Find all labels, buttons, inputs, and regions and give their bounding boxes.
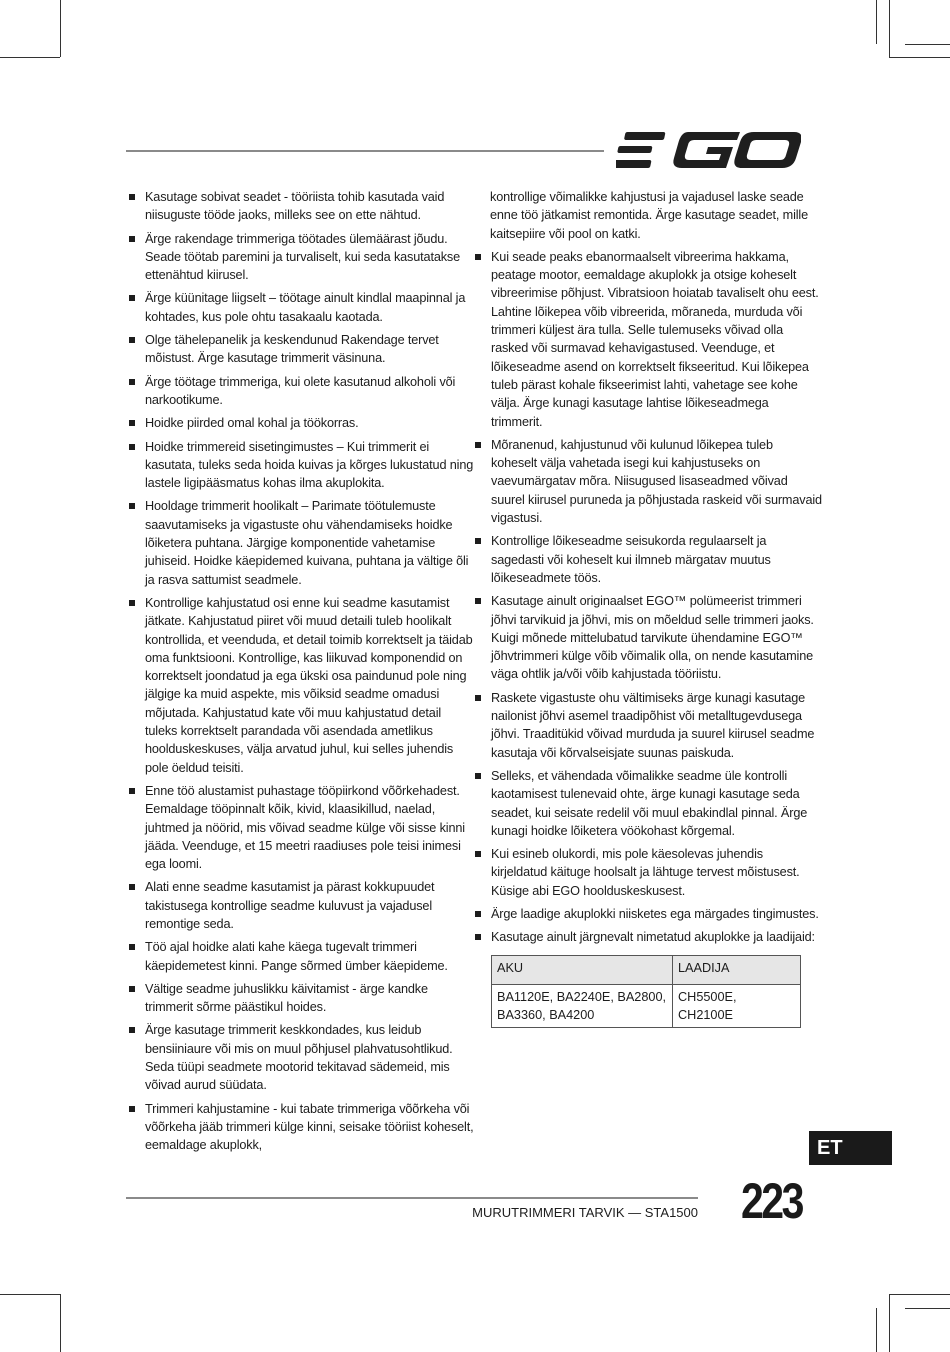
list-item-text: Kontrollige lõikeseadme seisukorda regulaarselt ja sagedasti või koheselt kui ilmneb märgatav muutus lõikeseadmete töös. xyxy=(491,534,771,585)
list-item xyxy=(126,594,476,777)
bullet-square-icon xyxy=(129,884,135,890)
list-item xyxy=(126,878,476,933)
list-item-text: Hooldage trimmerit hoolikalt – Parimate töötulemuste saavutamiseks ja vigastuste ohu vähendamiseks hoidke lõiketera puhtana. Järgige komponentide vahetamise juhiseid. Hoidke käepidemed kuivana, puhtana ja vältige õli ja rasva sattumist seadmele. xyxy=(145,499,469,587)
header-rule xyxy=(126,150,604,152)
list-item-text: Olge tähelepanelik ja keskendunud Rakendage tervet mõistust. Ärge kasutage trimmerit väsinuna. xyxy=(145,333,439,366)
list-item-text: Mõranenud, kahjustunud või kulunud lõikepea tuleb koheselt välja vahetada isegi kui kahjustuseks on vaevumärgatav mõra. Niisugused lisaseadmed võivad suurel kiirusel puruneda ja põhjustada raskeid või surmavaid vigastusi. xyxy=(491,437,822,526)
table-row xyxy=(492,984,801,1027)
list-item xyxy=(126,1021,476,1094)
list-item-text: Selleks, et vähendada võimalikke seadme üle kontrolli kaotamisest tulenevaid ohte, ärge kunagi kasutage seda seadet, kui seisate redelil või muul ebakindlal pinnal. Ärge kunagi hoidke lõiketera vöökohast kõrgemal. xyxy=(491,768,808,838)
list-item xyxy=(126,438,476,493)
bullet-square-icon xyxy=(129,1027,135,1033)
list-item-text: Kasutage ainult originaalset EGO™ polümeerist trimmeri jõhvi tarvikuid ja jõhvi, mis on mõeldud selle trimmeri jaoks. Kuigi mõnede mittelubatud tarvikute ühendamine EGO™ jõhvtrimmeri külge võib võimalik olla, on nende kasutamine väga ohtlik ja/või võib kahjustada tööriistu. xyxy=(491,594,814,682)
bullet-square-icon xyxy=(129,420,135,426)
table-cell: CH5500E, CH2100E xyxy=(673,984,801,1027)
bullet-square-icon xyxy=(475,442,481,448)
bullet-square-icon xyxy=(475,598,481,604)
ego-logo xyxy=(616,130,801,170)
bullet-square-icon xyxy=(475,773,481,779)
list-item xyxy=(126,1100,476,1155)
list-item-text: Kontrollige kahjustatud osi enne kui seadme kasutamist jätkate. Kahjustatud piiret või muud detaili tuleb hoolikalt kontrollida, et veenduda, et detail toimib korrektselt ja täidab oma funktsiooni. Kontrollige, kas liikuvad komponendid on korrektselt joondatud ja ega ükski osa paindunud pole ning jälgige ka muid aspekte, mis võiksid seadme omadusi mõjutada. Kahjustatud kate või muu kahjustatud detail tuleks korrektselt parandada või asendada ametlikus hoolduskeskuses, välja arvatud juhul, kui selles juhendis pole öeldud teisiti. xyxy=(145,595,473,775)
crop-mark xyxy=(889,1294,890,1352)
language-tab: ET xyxy=(809,1131,892,1165)
list-item xyxy=(472,845,822,900)
bullet-square-icon xyxy=(129,503,135,509)
list-item-text: kontrollige võimalikke kahjustusi ja vajadusel laske seade enne töö jätkamist remontida. Ärge kasutage seadet, mille kaitsepiire või pool on katki. xyxy=(490,190,808,241)
bullet-square-icon xyxy=(129,788,135,794)
table-cell: BA1120E, BA2240E, BA2800, BA3360, BA4200 xyxy=(492,984,673,1027)
list-item xyxy=(126,230,476,285)
table-header-cell: AKU xyxy=(492,955,673,984)
list-item-text: Töö ajal hoidke alati kahe käega tugevalt trimmeri käepidemetest kinni. Pange sõrmed ümber käepideme. xyxy=(145,940,448,973)
list-item xyxy=(472,905,822,923)
right-column xyxy=(472,188,822,1028)
list-item xyxy=(472,532,822,587)
list-item-text: Vältige seadme juhuslikku käivitamist - ärge kandke trimmerit sõrme päästikul hoides. xyxy=(145,981,428,1015)
crop-mark xyxy=(905,44,950,45)
list-item xyxy=(126,782,476,873)
list-item-text: Kui seade peaks ebanormaalselt vibreerima hakkama, peatage mootor, eemaldage akuplokk ja otsige koheselt vibreerimise põhjust. Vibratsioon hoiatab tavaliselt ohu eest. Lahtine lõikepea võib vibreerida, mõraneda, murduda või trimmeri küljest ära tulla. Selle tulemuseks võivad olla rasked või surmavad kehavigastused. Veenduge, et lõikeseadme asend on korrektselt fikseeritud. Kui lõikepea tuleb pärast kohale fikseerimist lahti, vahetage see kohe välja. Ärge kunagi kasutage lahtise lõikeseadmega trimmerit. xyxy=(491,249,819,429)
safety-list-left xyxy=(126,188,476,1155)
bullet-square-icon xyxy=(129,379,135,385)
bullet-square-icon xyxy=(475,538,481,544)
list-item-text: Hoidke trimmereid sisetingimustes – Kui trimmerit ei kasutata, tuleks seda hoida kuivas ja kõrges lukustatud ning lastele ligipääsmatus kohas ilma akuplokita. xyxy=(145,439,474,491)
list-item xyxy=(126,331,476,368)
list-item-text: Ärge küünitage liigselt – töötage ainult kindlal maapinnal ja kohtades, kus pole ohtu tasakaalu kaotada. xyxy=(145,291,466,324)
list-item xyxy=(472,767,822,840)
list-item xyxy=(126,414,476,432)
list-item xyxy=(126,373,476,410)
bullet-square-icon xyxy=(475,911,481,917)
table-header-row xyxy=(492,955,801,984)
list-item-text: Ärge rakendage trimmeriga töötades ülemäärast jõudu. Seade töötab paremini ja turvaliselt, kui seda kasutatakse ettenähtud kiirusel. xyxy=(145,231,461,283)
bullet-square-icon xyxy=(129,1106,135,1112)
list-item-text: Kasutage sobivat seadet - tööriista tohib kasutada vaid niisuguste tööde jaoks, milleks see on ette nähtud. xyxy=(145,190,445,223)
battery-charger-table xyxy=(491,955,801,1028)
crop-mark xyxy=(0,1294,60,1295)
bullet-square-icon xyxy=(129,337,135,343)
footer-title: MURUTRIMMERI TARVIK — STA1500 xyxy=(472,1205,698,1220)
list-item-text: Kasutage ainult järgnevalt nimetatud akuplokke ja laadijaid: xyxy=(491,930,815,945)
bullet-square-icon xyxy=(129,295,135,301)
list-item-text: Ärge töötage trimmeriga, kui olete kasutanud alkoholi või narkootikume. xyxy=(145,374,456,407)
list-item xyxy=(472,689,822,762)
list-item xyxy=(126,980,476,1017)
bullet-square-icon xyxy=(475,934,481,940)
bullet-square-icon xyxy=(475,695,481,701)
table-header-cell: LAADIJA xyxy=(673,955,801,984)
bullet-square-icon xyxy=(129,944,135,950)
list-item xyxy=(472,248,822,431)
bullet-square-icon xyxy=(129,194,135,200)
list-item xyxy=(472,928,822,946)
bullet-square-icon xyxy=(475,851,481,857)
crop-mark xyxy=(876,0,877,44)
crop-mark xyxy=(905,1308,950,1309)
list-item-continuation xyxy=(472,188,822,243)
crop-mark xyxy=(60,0,61,57)
safety-list-right xyxy=(472,188,822,947)
bullet-square-icon xyxy=(129,236,135,242)
list-item xyxy=(126,497,476,588)
list-item-text: Raskete vigastuste ohu vältimiseks ärge kunagi kasutage nailonist jõhvi asemel traadipõhist või metalltugevdusega jõhvi. Traaditükid võivad murduda ja suurel kiirusel seadme kasutaja või kõrvalseisjate suunas paiskuda. xyxy=(491,690,815,760)
bullet-square-icon xyxy=(129,986,135,992)
list-item-text: Ärge laadige akuplokki niisketes ega märgades tingimustes. xyxy=(491,906,819,921)
bullet-square-icon xyxy=(475,254,481,260)
crop-mark xyxy=(0,57,60,58)
list-item xyxy=(472,436,822,527)
list-item-text: Ärge kasutage trimmerit keskkondades, kus leidub bensiiniaure või mis on muul põhjusel plahvatusohtlikud. Seda tüüpi seadmete mootorid tekitavad sädemeid, mis võivad aurud süüdata. xyxy=(145,1023,453,1093)
crop-mark xyxy=(889,0,890,57)
page-number: 223 xyxy=(740,1173,802,1229)
list-item xyxy=(472,592,822,683)
bullet-square-icon xyxy=(129,600,135,606)
list-item-text: Enne töö alustamist puhastage tööpiirkond võõrkehadest. Eemaldage tööpinnalt kõik, kivid, klaasikillud, naelad, juhtmed ja nöörid, mis võivad seadme külge või sisse kinni jääda. Veenduge, et 15 meetri raadiuses pole teisi inimesi ega loomi. xyxy=(145,783,465,872)
crop-mark xyxy=(889,57,950,58)
list-item-text: Trimmeri kahjustamine - kui tabate trimmeriga võõrkeha või võõrkeha jääb trimmeri külge kinni, seisake tööriist koheselt, eemaldage akuplokk, xyxy=(145,1101,474,1153)
list-item xyxy=(126,938,476,975)
list-item xyxy=(126,188,476,225)
crop-mark xyxy=(876,1308,877,1352)
footer-rule xyxy=(126,1197,698,1199)
list-item-text: Kui esineb olukordi, mis pole käesolevas juhendis kirjeldatud käituge hoolsalt ja lähtuge tervest mõistusest. Küsige abi EGO hoolduskeskusest. xyxy=(491,847,800,898)
list-item xyxy=(126,289,476,326)
left-column xyxy=(126,188,476,1160)
bullet-square-icon xyxy=(129,444,135,450)
crop-mark xyxy=(60,1294,61,1352)
list-item-text: Hoidke piirded omal kohal ja töökorras. xyxy=(145,416,359,431)
list-item-text: Alati enne seadme kasutamist ja pärast kokkupuudet takistusega kontrollige seadme kuluvust ja vajadusel remontige seda. xyxy=(145,880,435,931)
crop-mark xyxy=(889,1294,950,1295)
